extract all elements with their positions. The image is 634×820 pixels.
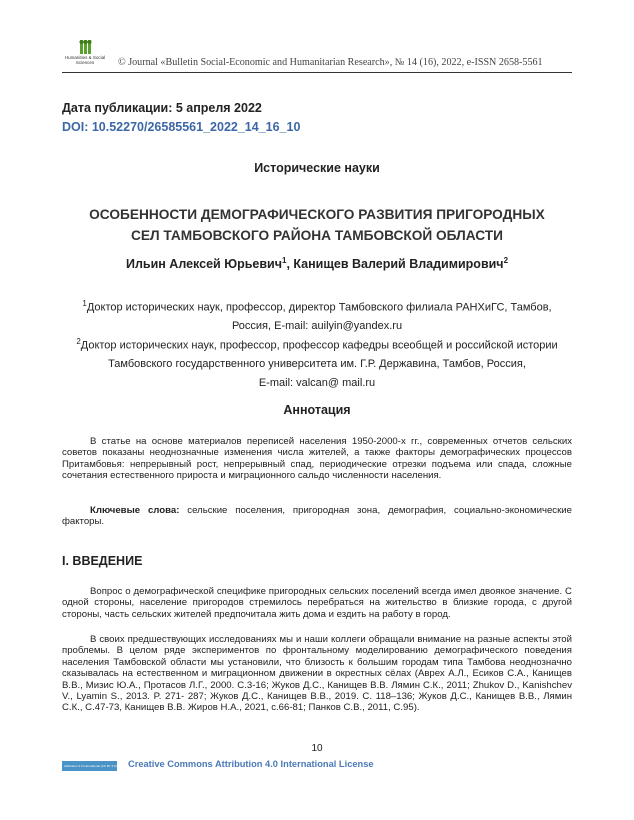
journal-logo	[62, 38, 108, 70]
authors	[62, 256, 572, 271]
doi-link[interactable]: DOI: 10.52270/26585561_2022_14_16_10	[62, 120, 301, 134]
aff-2-line-2: Тамбовского государственного университета им. Г.Р. Державина, Тамбов, Россия,	[108, 358, 526, 371]
title-line-2: СЕЛ ТАМБОВСКОГО РАЙОНА ТАМБОВСКОЙ ОБЛАСТИ	[130, 228, 504, 243]
page-number: 10	[311, 743, 323, 754]
intro-paragraph-2: В своих предшествующих исследованиях мы и наши коллеги обращали внимание на разные аспекты этой проблемы. В целом ряде экспериментов по фронтальному моделированию демографического поведения населения Тамбовской области мы установили, что близость к большим городам типа Тамбова неоднозначно сказывалась на естественном и миграционном движении в окрестных сёлах (Аврех А.Л., Есиков С.А., Канищев В.В., Мизис Ю.А., Протасов Л.Г., 2000. С.3-16; Жуков Д.С., Канищев В.В. Лямин С.К., 2011; Zhukov D., Kanishchev V., Lyamin S., 2013. P. 271- 287; Жуков Д.С., Канищев В.В., 2019. С. 118–136; Жуков Д.С., Канищев В.В., Лямин С.К., С.47-73, Канищев В.В. Жиров Н.А., 2021, с.66-81; Панков С.В., 2011, С.95).	[62, 634, 572, 714]
article-title	[62, 204, 572, 246]
aff-2-line-3: E-mail: valcan@ mail.ru	[258, 376, 376, 389]
logo-text: Humanities & Social Sciences	[64, 55, 106, 65]
author-2-sup: 2	[503, 256, 509, 265]
title-line-1: ОСОБЕННОСТИ ДЕМОГРАФИЧЕСКОГО РАЗВИТИЯ ПРИГОРОДНЫХ	[89, 207, 545, 222]
intro-paragraph-1: Вопрос о демографической специфике пригородных сельских поселений всегда имел двоякое значение. С одной стороны, население пригородов стремилось перебраться на жительство в близкие города, с другой стороны, часть сельских жителей предпочитала жить дома и ездить на работу в город.	[62, 586, 572, 620]
aff-1-line-1: Доктор исторических наук, профессор, директор Тамбовского филиала РАНХиГС, Тамбов,	[86, 301, 552, 314]
keywords-text: сельские поселения, пригородная зона, демография, социально-экономические факторы.	[62, 505, 572, 528]
keywords	[62, 505, 572, 528]
people-logo-icon	[62, 38, 108, 70]
author-separator: ,	[286, 257, 294, 272]
author-1: Ильин Алексей Юрьевич	[125, 257, 282, 272]
intro-heading: I. ВВЕДЕНИЕ	[62, 554, 143, 568]
cc-badge-text: Attribution 4.0 International (CC BY 4.0)	[64, 764, 117, 768]
publication-date: Дата публикации: 5 апреля 2022	[62, 101, 262, 115]
abstract-text: В статье на основе материалов переписей населения 1950-2000-х гг., современных отчетов сельских советов показаны неоднозначные изменения числа жителей, а также факторы демографических процессов Притамбовья: непрерывный рост, непрерывный спад, периодические отрезки подъема или спада, сложные сочетания естественного прироста и миграционного сальдо численности населения.	[62, 436, 572, 482]
journal-header: © Journal «Bulletin Social-Economic and Humanitarian Research», № 14 (16), 2022, e-ISSN 2658-5561	[118, 57, 543, 68]
aff-2-sup: 2	[76, 337, 81, 346]
section-title: Исторические науки	[254, 161, 380, 175]
aff-1-sup: 1	[82, 299, 87, 308]
aff-1-line-2: Россия, E-mail: auilyin@yandex.ru	[231, 320, 403, 333]
cc-badge-icon	[62, 761, 117, 771]
keywords-label: Ключевые слова:	[90, 505, 180, 516]
license-link[interactable]: Creative Commons Attribution 4.0 International License	[128, 759, 374, 769]
header-divider	[62, 72, 572, 73]
aff-2-line-1: Доктор исторических наук, профессор, профессор кафедры всеобщей и российской истории	[80, 339, 558, 352]
affiliation-2	[62, 333, 572, 392]
abstract-heading: Аннотация	[283, 403, 351, 417]
affiliation-1	[62, 295, 572, 336]
author-2: Канищев Валерий Владимирович	[293, 257, 504, 272]
author-1-sup: 1	[281, 256, 287, 265]
